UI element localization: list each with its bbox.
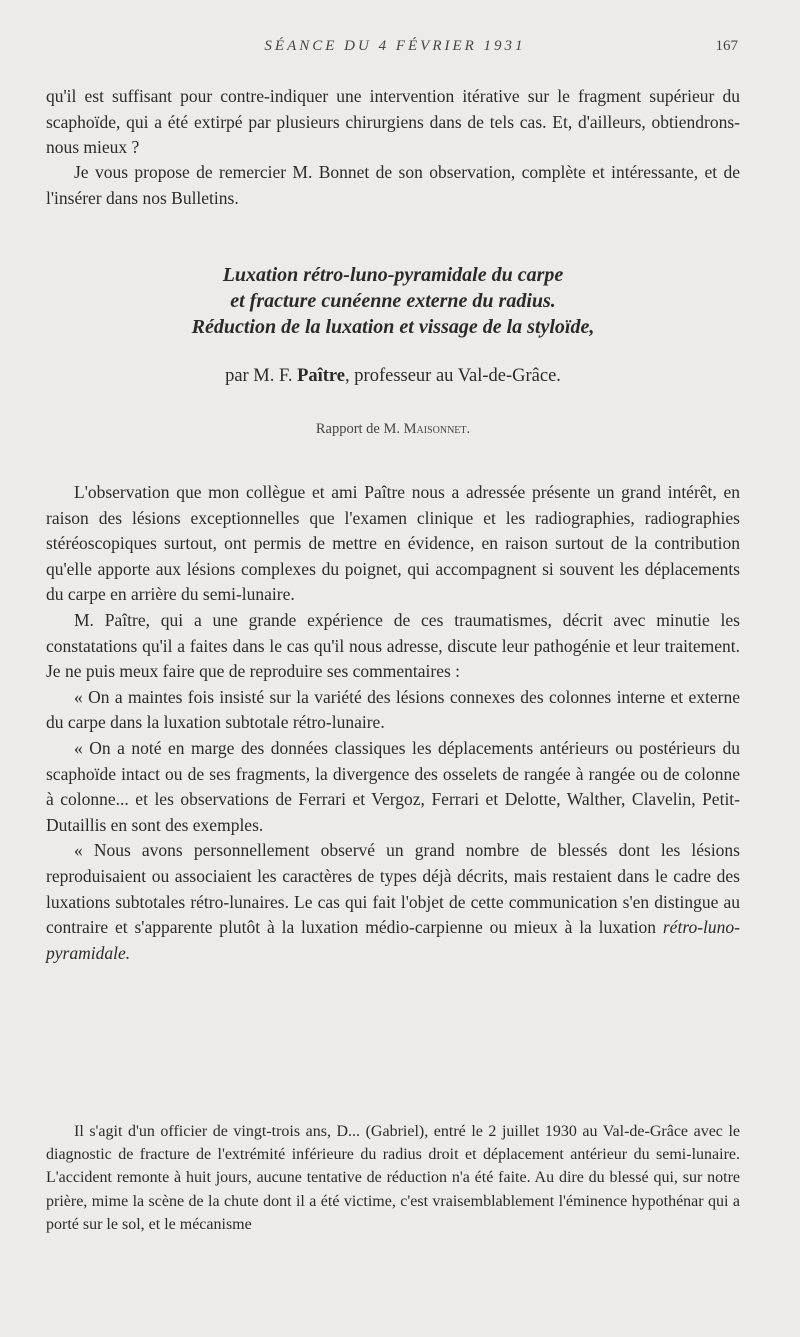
byline [46, 366, 740, 387]
report-prefix: Rapport de M. [315, 421, 401, 437]
reporter-name: Maisonnet. [403, 421, 471, 437]
article-title [46, 262, 740, 340]
article-title-line-2: et fracture cunéenne externe du radius. [230, 290, 556, 312]
running-title: SÉANCE DU 4 FÉVRIER 1931 [264, 38, 526, 54]
article-title-line-3: Réduction de la luxation et vissage de la styloïde, [191, 316, 595, 338]
article-body [46, 480, 740, 966]
case-report [46, 1120, 740, 1236]
article-title-line-1: Luxation rétro-luno-pyramidale du carpe [222, 264, 564, 286]
author-name: Paître [297, 366, 346, 386]
body-paragraph-5-text: « Nous avons personnellement observé un grand nombre de blessés dont les lésions reproduisaient ou associaient les caractères de types déjà décrits, mais restaient dans le cadre des luxations subtotales rétro-lunaires. Le cas qui fait l'objet de cette communication s'en distingue au contraire et s'apparente plutôt à la luxation médio-carpienne ou mieux à la luxation [46, 840, 740, 938]
report-line [46, 421, 740, 438]
body-paragraph-4: « On a noté en marge des données classiques les déplacements antérieurs ou postérieurs du scaphoïde intact ou de ses fragments, la divergence des osselets de rangée à rangée ou de colonne à colonne... et les observations de Ferrari et Vergoz, Ferrari et Delotte, Walther, Clavelin, Petit-Dutaillis en sont des exemples. [46, 737, 740, 835]
body-paragraph-1: L'observation que mon collègue et ami Paître nous a adressée présente un grand intérêt, en raison des lésions exceptionnelles que l'examen clinique et les radiographies, radiographies stéréoscopiques surtout, ont permis de mettre en évidence, en raison surtout de la contribution qu'elle apporte aux lésions complexes du poignet, qui accompagnent si souvent les déplacements du carpe en arrière du semi-lunaire. [46, 482, 740, 605]
paragraph-text: qu'il est suffisant pour contre-indiquer une intervention itérative sur le fragment supérieur du scaphoïde, qui a été extirpé par plusieurs chirurgiens dans de tels cas. Et, d'ailleurs, obtiendrons-nous mieux ? [46, 86, 740, 158]
case-paragraph-1: Il s'agit d'un officier de vingt-trois ans, D... (Gabriel), entré le 2 juillet 1930 au Val-de-Grâce avec le diagnostic de fracture de l'extrémité inférieure du radius droit et déplacement antérieur du semi-lunaire. L'accident remonte à huit jours, aucune tentative de réduction n'a été faite. Au dire du blessé qui, sur notre prière, mime la scène de la chute dont il a été victime, c'est vraisemblablement l'éminence hypothénar qui a porté sur le sol, et le mécanisme [46, 1123, 740, 1233]
running-header [0, 38, 800, 62]
page-number: 167 [715, 38, 738, 54]
body-paragraph-3: « On a maintes fois insisté sur la variété des lésions connexes des colonnes interne et externe du carpe dans la luxation subtotale rétro-lunaire. [46, 686, 740, 733]
body-paragraph-5 [46, 838, 740, 966]
paragraph-text: Je vous propose de remercier M. Bonnet de son observation, complète et intéressante, et de l'insérer dans nos Bulletins. [46, 162, 740, 208]
intro-paragraph-2 [46, 160, 740, 211]
byline-suffix: , professeur au Val-de-Grâce. [345, 366, 561, 386]
byline-prefix: par M. F. [225, 366, 293, 386]
intro-paragraph-1 [46, 84, 740, 161]
body-paragraph-5-italic: rétro-luno-pyramidale. [46, 917, 740, 963]
body-paragraph-2: M. Paître, qui a une grande expérience de ces traumatismes, décrit avec minutie les constatations qu'il a faites dans le cas qu'il nous adresse, discute leur pathogénie et leur traitement. Je ne puis meux faire que de reproduire ses commentaires : [46, 609, 740, 682]
